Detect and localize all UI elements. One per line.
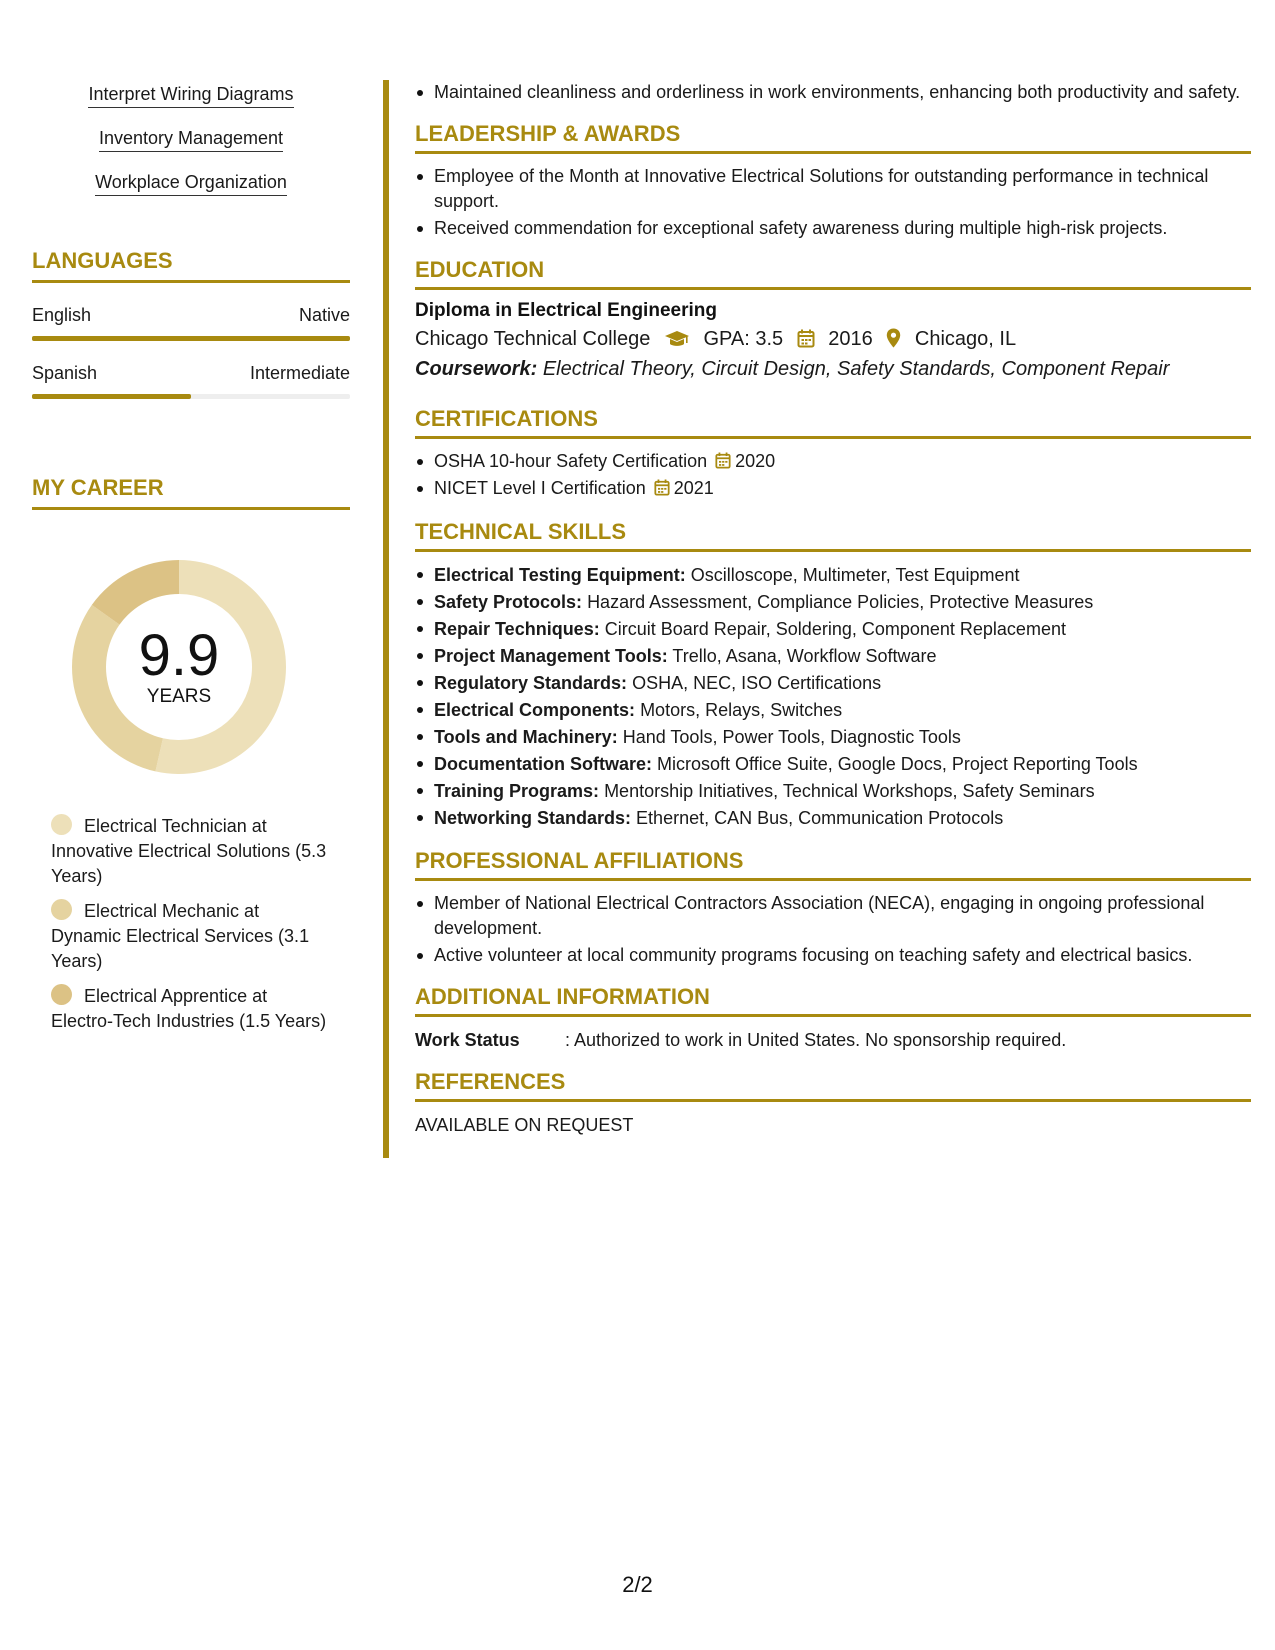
references-text: AVAILABLE ON REQUEST [415,1115,634,1135]
leadership-list [415,164,1251,241]
education-year: 2016 [828,328,873,350]
education-coursework [415,354,1251,384]
language-level-fill [32,336,350,341]
experience-bullet: Maintained cleanliness and orderliness in work environments, enhancing both productivity and safety. [415,80,1251,105]
education-entry [415,300,1251,384]
career-donut-chart [66,554,292,780]
location-pin-icon [886,328,901,350]
certification-year: 2020 [735,451,776,471]
calendar-icon [654,478,670,503]
work-status-value: : Authorized to work in United States. No sponsorship required. [565,1030,1067,1050]
languages-heading: LANGUAGES [32,248,350,283]
leadership-heading: LEADERSHIP & AWARDS [415,121,1251,154]
skills-tail-list [32,84,350,196]
skill-tag: Workplace Organization [32,172,350,196]
language-name: English [32,305,92,325]
technical-skill-item: Safety Protocols: Hazard Assessment, Compliance Policies, Protective Measures [415,589,1251,616]
affiliations-heading: PROFESSIONAL AFFILIATIONS [415,848,1251,881]
career-legend-item: Electrical Technician at Innovative Electrical Solutions (5.3 Years) [51,816,327,886]
page-number: 2/2 [622,1572,653,1597]
work-status-label: Work Status [415,1030,520,1050]
language-level-bar [32,394,350,399]
technical-skill-item: Documentation Software: Microsoft Office Suite, Google Docs, Project Reporting Tools [415,751,1251,778]
career-heading: MY CAREER [32,475,350,510]
education-degree: Diploma in Electrical Engineering [415,300,717,321]
graduation-cap-icon [664,328,690,350]
career-legend-item: Electrical Mechanic at Dynamic Electrical Services (3.1 Years) [51,901,310,971]
certification-item: OSHA 10-hour Safety Certification 2020 [415,449,1251,476]
certifications-heading: CERTIFICATIONS [415,406,1251,439]
technical-skill-item: Training Programs: Mentorship Initiatives, Technical Workshops, Safety Seminars [415,778,1251,805]
technical-skill-item: Project Management Tools: Trello, Asana, Workflow Software [415,643,1251,670]
certification-year: 2021 [673,478,714,498]
work-status-row [415,1027,1251,1053]
technical-skill-item: Electrical Components: Motors, Relays, Switches [415,697,1251,724]
legend-dot-icon [51,814,72,835]
career-total-years: 9.9 [138,623,220,688]
education-school: Chicago Technical College [415,328,651,350]
experience-tail-list [415,80,1251,105]
right-column [415,80,1251,1138]
left-column [32,84,350,1044]
technical-skill-item: Networking Standards: Ethernet, CAN Bus, Communication Protocols [415,805,1251,832]
leadership-item: Employee of the Month at Innovative Electrical Solutions for outstanding performance in technical support. [415,164,1251,214]
affiliation-item: Member of National Electrical Contractors Association (NECA), engaging in ongoing professional development. [415,891,1251,941]
legend-dot-icon [51,984,72,1005]
career-total-unit: YEARS [146,686,212,707]
affiliation-item: Active volunteer at local community programs focusing on teaching safety and electrical basics. [415,943,1251,968]
education-heading: EDUCATION [415,257,1251,290]
references-heading: REFERENCES [415,1069,1251,1102]
technical-skill-item: Repair Techniques: Circuit Board Repair, Soldering, Component Replacement [415,616,1251,643]
technical-skill-item: Regulatory Standards: OSHA, NEC, ISO Certifications [415,670,1251,697]
language-level-fill [32,394,191,399]
technical-skill-item: Electrical Testing Equipment: Oscilloscope, Multimeter, Test Equipment [415,562,1251,589]
technical-skill-item: Tools and Machinery: Hand Tools, Power Tools, Diagnostic Tools [415,724,1251,751]
language-level-bar [32,336,350,341]
certification-item: NICET Level I Certification 2021 [415,476,1251,503]
certifications-list [415,449,1251,503]
career-legend-item: Electrical Apprentice at Electro-Tech Industries (1.5 Years) [51,986,327,1031]
affiliations-list [415,891,1251,968]
language-name: Spanish [32,363,98,383]
additional-info-heading: ADDITIONAL INFORMATION [415,984,1251,1017]
technical-skills-list [415,562,1251,832]
coursework-label: Coursework: [415,358,538,380]
column-divider [383,80,389,1158]
technical-skills-heading: TECHNICAL SKILLS [415,519,1251,552]
leadership-item: Received commendation for exceptional safety awareness during multiple high-risk projects. [415,216,1251,241]
career-legend [32,814,350,1034]
skill-tag: Interpret Wiring Diagrams [32,84,350,108]
language-item [32,363,350,399]
language-item [32,305,350,341]
calendar-icon [797,328,815,350]
education-location: Chicago, IL [914,328,1017,350]
legend-dot-icon [51,899,72,920]
language-level: Native [298,305,350,325]
calendar-icon [715,451,731,476]
skill-tag: Inventory Management [32,128,350,152]
education-gpa: GPA: 3.5 [703,328,784,350]
coursework-text: Electrical Theory, Circuit Design, Safety Standards, Component Repair [542,358,1170,380]
language-level: Intermediate [249,363,350,383]
